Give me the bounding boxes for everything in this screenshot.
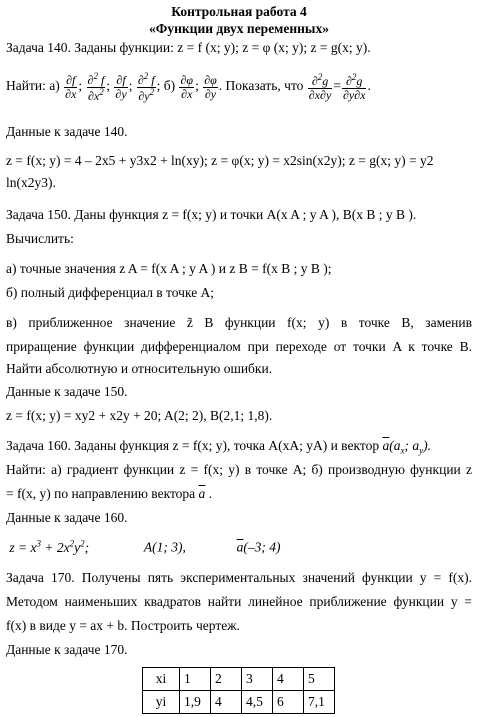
- task150-item-a: а) точные значения z A = f(x A ; y A ) и z B = f(x B ; y B );: [6, 261, 332, 276]
- task160-find-line2-row: = f(x, y) по направлению вектора $\overline{a}$ .: [6, 486, 213, 501]
- table-row-y: [143, 691, 335, 714]
- table-cell: 1: [180, 668, 211, 691]
- task160-statement: Задача 160. Заданы функция z = f(x; y), точка A(xA; yA) и вектор: [6, 438, 380, 453]
- task170-line3: f(x) в виде y = ax + b. Построить чертеж.: [6, 618, 240, 633]
- document-subtitle: «Функции двух переменных»: [149, 21, 329, 36]
- task160-find-line1: Найти: а) градиент функции z = f(x; y) в точке A; б) производную функции z: [6, 462, 472, 477]
- task150-item-c-line3: Найти абсолютную и относительную ошибки.: [6, 361, 273, 376]
- task170-line1: Задача 170. Получены пять экспериментальных значений функции y = f(x).: [6, 570, 472, 585]
- table-cell: 4: [211, 691, 242, 714]
- task160-statement-line: [6, 438, 431, 457]
- task150-statement: Задача 150. Даны функция z = f(x; y) и точки A(x A ; y A ), B(x B ; y B ).: [6, 207, 417, 222]
- d2f-dy2-fraction: $\frac{\partial^2 f}{\partial y^2}$: [137, 71, 155, 103]
- table-row-label: xi: [143, 668, 180, 691]
- task140-find-line: Найти: а) $\frac{\partial f}{\partial x}$ ; $\frac{\partial^2 f}{\partial x^2}$ ; $\frac{\partial f}{\partial y}$ ; $\frac{\partial^2 f}{\partial y^2}$ ; б) $\frac{\partial\varphi}{\partial x}$ ; $\frac{\partial\varphi}{\partial y}$ . Показать, что $\frac{\partial^2g}{\partial x\partial y}$ = $\frac{\partial^2g}{\partial y\partial x}$ .: [6, 71, 371, 103]
- d2g-dxdy-fraction: $\frac{\partial^2g}{\partial x\partial y}$: [308, 72, 332, 102]
- task160-vector-symbol: $\overline{a}$: [236, 539, 244, 555]
- task160-vector: (–3; 4): [243, 539, 281, 555]
- task170-data-label: Данные к задаче 170.: [6, 642, 128, 657]
- dphi-dy-fraction: $\frac{\partial\varphi}{\partial y}$: [204, 73, 217, 101]
- task150-compute: Вычислить:: [6, 231, 74, 246]
- table-cell: 4,5: [242, 691, 273, 714]
- task150-item-c-line1: в) приближенное значение z̃ B функции f(x; y) в точке B, заменив: [6, 315, 472, 330]
- task160-point: A(1; 3),: [143, 539, 186, 555]
- vector-a-symbol: $\overline{a}$: [198, 486, 206, 501]
- task150-data-line: z = f(x; y) = xy2 + x2y + 20; A(2; 2), B(2,1; 1,8).: [6, 408, 273, 423]
- table-cell: 4: [273, 668, 304, 691]
- task140-data-label: Данные к задаче 140.: [6, 124, 128, 139]
- document-title: Контрольная работа 4: [171, 4, 307, 19]
- task140-part-b: ; б): [156, 78, 176, 94]
- task170-data-table: [142, 667, 335, 714]
- dphi-dx-fraction: $\frac{\partial\varphi}{\partial x}$: [180, 73, 194, 101]
- task150-data-label: Данные к задаче 150.: [6, 384, 128, 399]
- task170-line2: Методом наименьших квадратов найти линейное приближение функции y =: [6, 594, 472, 609]
- table-cell: 5: [304, 668, 335, 691]
- task160-function: $z = x^3 + 2x^2y^2$;: [6, 538, 90, 555]
- table-cell: 2: [211, 668, 242, 691]
- task140-data-line1: z = f(x; y) = 4 – 2x5 + y3x2 + ln(xy); z = φ(x; y) = x2sin(x2y); z = g(x; y) = y2: [6, 153, 434, 168]
- task140-statement: Задача 140. Заданы функции: z = f (x; y); z = φ (x; y); z = g(x; y).: [6, 40, 371, 55]
- table-cell: 3: [242, 668, 273, 691]
- df-dx-fraction: $\frac{\partial f}{\partial x}$: [65, 73, 77, 101]
- task150-item-b: б) полный дифференциал в точке A;: [6, 285, 215, 300]
- table-cell: 1,9: [180, 691, 211, 714]
- d2f-dx2-fraction: $\frac{\partial^2 f}{\partial x^2}$: [87, 71, 105, 103]
- table-row-label: yi: [143, 691, 180, 714]
- task140-find-prefix: Найти: а): [6, 78, 60, 94]
- table-cell: 6: [273, 691, 304, 714]
- d2g-dydx-fraction: $\frac{\partial^2g}{\partial y\partial x}$: [342, 72, 366, 102]
- task150-item-c-line2: приращение функции дифференциалом при переходе от точки A к точке B.: [6, 339, 472, 354]
- task160-data-line: [6, 538, 280, 556]
- table-row-x: [143, 668, 335, 691]
- task160-find-line2: = f(x, y) по направлению вектора: [6, 486, 196, 501]
- task160-data-label: Данные к задаче 160.: [6, 510, 128, 525]
- vector-a-components: $\overline{a}(a_x$; $a_y$).: [382, 438, 431, 456]
- task140-show: . Показать, что: [218, 78, 304, 94]
- df-dy-fraction: $\frac{\partial f}{\partial y}$: [115, 73, 127, 101]
- task140-data-line2: ln(x2y3).: [6, 175, 56, 190]
- table-cell: 7,1: [304, 691, 335, 714]
